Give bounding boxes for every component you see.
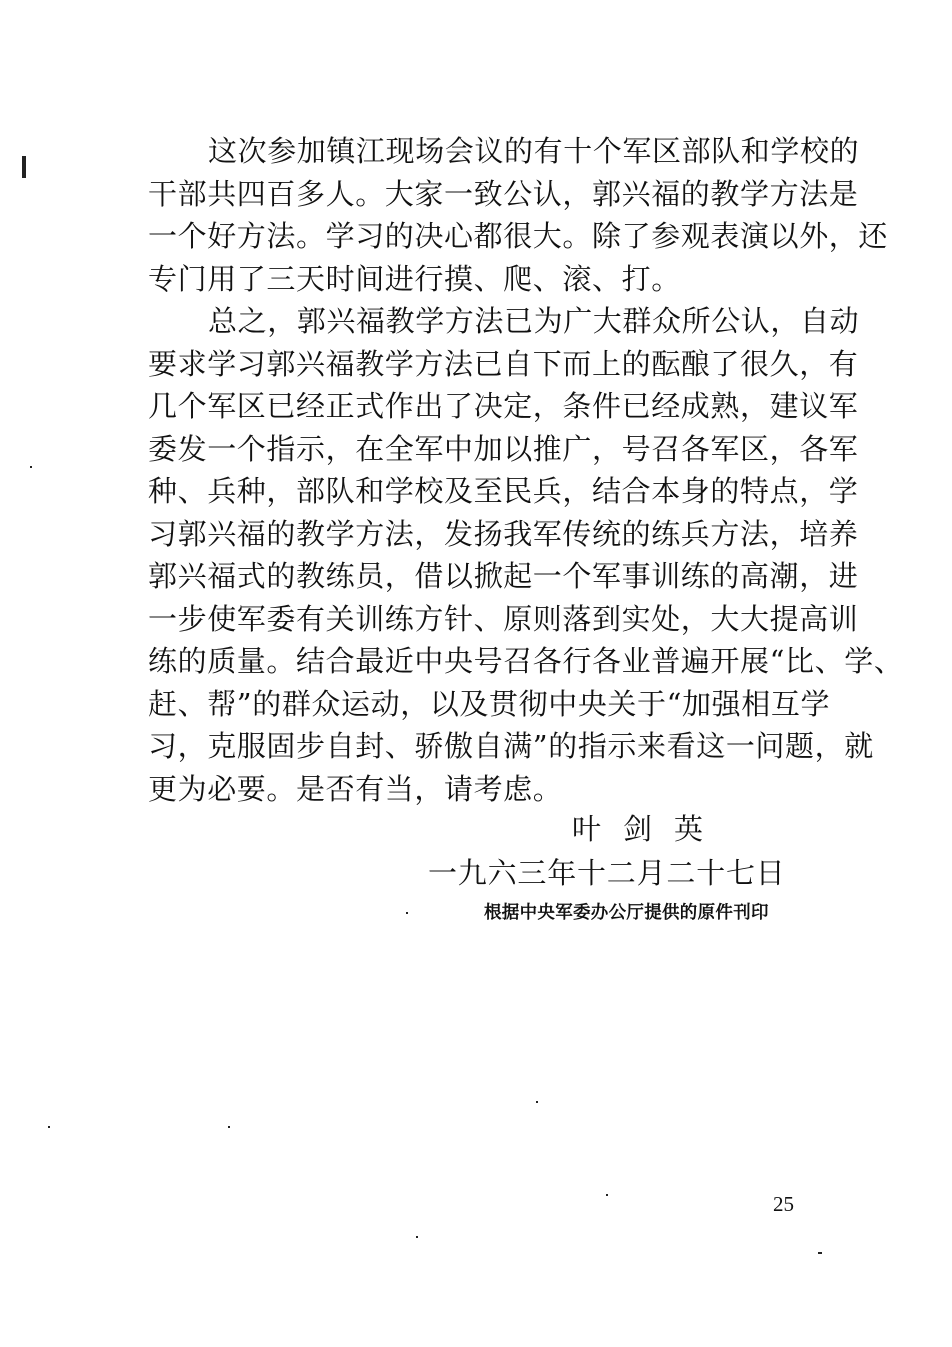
scan-dot [606,1194,608,1196]
paragraph-2 [148,300,904,810]
scan-dot [536,1101,538,1103]
scan-dot [30,466,32,468]
scan-mark [22,156,26,178]
text-line: 几个军区已经正式作出了决定，条件已经成熟，建议军 [148,389,859,423]
scan-dot [416,1236,418,1238]
text-line: 委发一个指示，在全军中加以推广，号召各军区，各军 [148,431,859,466]
text-line: 习，克服固步自封、骄傲自满”的指示来看这一问题，就 [148,729,874,763]
text-line: 更为必要。是否有当，请考虑。 [148,771,563,806]
text-line: 这次参加镇江现场会议的有十个军区部队和学校的 [208,134,860,168]
text-line: 总之，郭兴福教学方法已为广大群众所公认，自动 [208,304,860,338]
page-number: 25 [773,1192,794,1216]
text-line: 赶、帮”的群众运动，以及贯彻中央关于“加强相互学 [148,686,831,721]
scan-dot [818,1252,822,1254]
signature-name: 叶剑英 [572,812,726,846]
text-line: 练的质量。结合最近中央号召各行各业普遍开展“比、学、 [148,644,904,678]
text-line: 专门用了三天时间进行摸、爬、滚、打。 [148,261,681,296]
text-line: 习郭兴福的教学方法，发扬我军传统的练兵方法，培养 [148,516,859,551]
text-line: 要求学习郭兴福教学方法已自下而上的酝酿了很久，有 [148,346,859,381]
paragraph-1 [148,130,889,300]
text-line: 一步使军委有关训练方针、原则落到实处，大大提高训 [148,601,859,636]
scan-dot [406,912,408,914]
source-note: 根据中央军委办公厅提供的原件刊印 [484,903,769,923]
text-line: 一个好方法。学习的决心都很大。除了参观表演以外，还 [148,219,889,253]
text-line: 种、兵种，部队和学校及至民兵，结合本身的特点，学 [148,474,859,508]
text-line: 干部共四百多人。大家一致公认，郭兴福的教学方法是 [148,176,859,211]
signature-date: 一九六三年十二月二十七日 [428,856,786,890]
letter-body [148,130,904,810]
scan-dot [228,1126,230,1128]
scan-dot [48,1126,50,1128]
text-line: 郭兴福式的教练员，借以掀起一个军事训练的高潮，进 [148,559,859,593]
